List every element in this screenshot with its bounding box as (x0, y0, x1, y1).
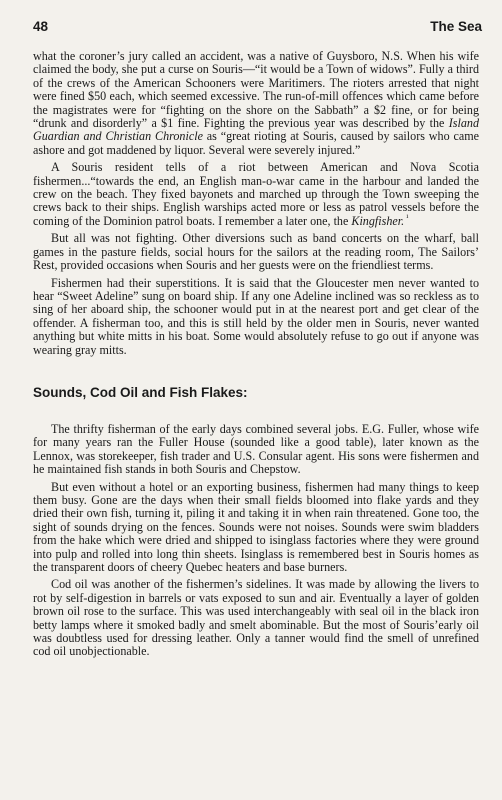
paragraph-thrifty-fisherman: The thrifty fisherman of the early days combined several jobs. E.G. Fuller, whose wife for many years ran the Fuller House (sounded like a good table), later known as the Lennox, was storekeeper, fish trader and U.S. Consular agent. His sons were fishermen and he maintained fish stands in both Souris and Chepstow. (33, 421, 479, 477)
newspaper-title: Island Guardian and Christian Chronicle (33, 116, 479, 144)
page-header (33, 19, 482, 39)
paragraph-sounds: But even without a hotel or an exporting business, fishermen had many things to keep them busy. Gone are the days when their small fields bloomed into flake yards and they dried their own fish, turning it, piling it and taking it in when rain threatened. Gone too, the sight of sounds drying on the fences. Sounds were not noises. Sounds were swim bladders from the hake which were dried and shipped to isinglass factories where they were ground into pulp and rolled into long thin sheets. Isinglass is remembered best in Souris homes as the transparent doors of cheery Quebec heaters and base burners. (33, 479, 479, 574)
page-number: 48 (33, 19, 49, 34)
paragraph-diversions: But all was not fighting. Other diversions such as band concerts on the wharf, ball games in the pasture fields, social hours for the sailors at the reading room, The Sailors’ Rest, provided occasions when Souris and her guests were on the friendliest terms. (33, 231, 479, 273)
paragraph-coroner: what the coroner’s jury called an accident, was a native of Guysboro, N.S. When his wife claimed the body, she put a curse on Souris—“it would be a Town of widows”. Fully a third of the crews of the American Schooners were Maritimers. The rioters arrested that night were fined $50 each, which seemed excessive. The run-of-mill offences which came before the magistrates were for “fighting on the shore on the Sabbath” a $2 fine, or for being “drunk and disorderly” a $1 fine. Fighting the previous year was described by the Island Guardian and Christian Chronicle as “great rioting at Souris, caused by sailors who came ashore and got maddened by liquor. Several were severely injured.” (33, 49, 479, 157)
paragraph-superstitions: Fishermen had their superstitions. It is said that the Gloucester men never wanted to hear “Sweet Adeline” sung on board ship. If any one Adeline inclined was so reckless as to sing of her aboard ship, the schooner would put in at the nearest port and get clear of the offender. A fisherman too, and this is still held by the older men in Souris, never wanted anything but white mitts in his boat. Some would absolutely refuse to go out if anyone was wearing gray mitts. (33, 275, 479, 357)
footnote-marker: ¹ (404, 212, 409, 222)
page-body (33, 50, 479, 663)
ship-name: Kingfisher. (351, 213, 405, 228)
paragraph-riot: A Souris resident tells of a riot between American and Nova Scotia fishermen...“towards the end, an English man-o-war came in the harbour and landed the crew on the beach. They fixed bayonets and marched up through the Town sweeping the crews back to their ships. English warships acted more or less as patrol vessels before the coming of the Dominion patrol boats. I remember a later one, the Kingfisher. $^{^1}$ (33, 160, 479, 228)
running-title: The Sea (430, 19, 482, 34)
section-heading: Sounds, Cod Oil and Fish Flakes: (33, 384, 248, 400)
paragraph-cod-oil: Cod oil was another of the fishermen’s sidelines. It was made by allowing the livers to rot by self-digestion in barrels or vats exposed to sun and air. Eventually a layer of golden brown oil rose to the surface. This was used interchangeably with seal oil in the black iron betty lamps where it smoked badly and smelt abominable. But the most of Souris’early oil was doubtless used for dressing leather. Only a tanner would find the smell of unrefined cod oil unobjectionable. (33, 577, 479, 659)
